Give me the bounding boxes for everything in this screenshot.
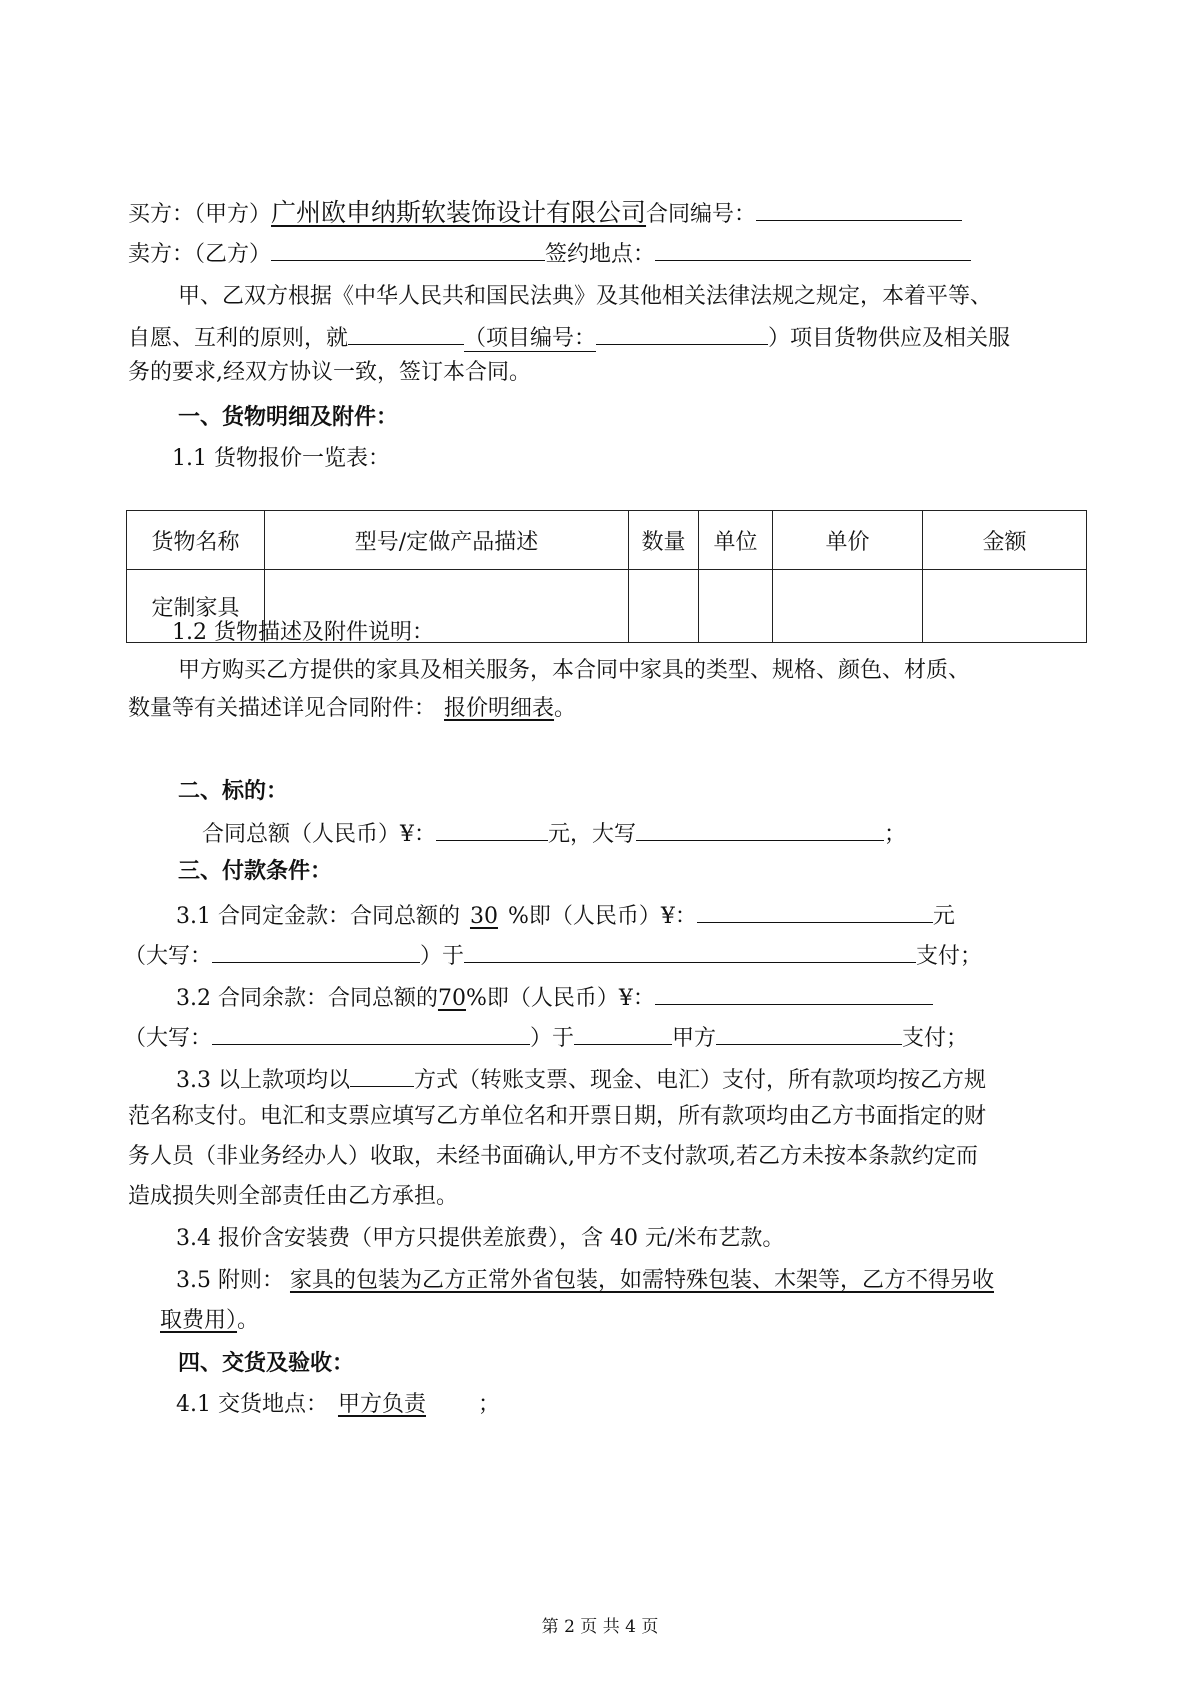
p33-text-b: 方式（转账支票、现金、电汇）支付，所有款项均按乙方规 xyxy=(413,1068,986,1093)
intro-text-2c: ）项目货物供应及相关服 xyxy=(768,326,1011,351)
deposit-amount-blank[interactable] xyxy=(697,898,933,923)
deposit-daxie-blank[interactable] xyxy=(212,938,420,963)
p33-line-4 xyxy=(0,1182,1200,1212)
section3-title xyxy=(0,856,1200,886)
p31-yu: ）于 xyxy=(420,944,465,969)
total-daxie-label: 元，大写 xyxy=(548,822,637,847)
buyer-name: 广州欧申纳斯软装饰设计有限公司 xyxy=(271,198,647,227)
p35-text-a: 3.5 附则： xyxy=(176,1268,284,1293)
col-header-price: 单价 xyxy=(773,511,923,570)
p32-text-b: %即（人民币）¥： xyxy=(465,986,655,1011)
balance-date-blank[interactable] xyxy=(574,1020,672,1045)
balance-daxie-blank[interactable] xyxy=(212,1020,530,1045)
sign-place-label: 签约地点： xyxy=(545,242,656,267)
p32-line xyxy=(0,980,1200,1014)
buyer-line xyxy=(0,196,1200,230)
seller-line xyxy=(0,236,1200,270)
section1-sub1 xyxy=(0,444,1200,474)
p31-daxie-label: （大写： xyxy=(124,944,213,969)
desc-line-1 xyxy=(0,656,1200,686)
intro-line-1 xyxy=(0,282,1200,312)
col-header-name: 货物名称 xyxy=(127,511,265,570)
col-header-desc: 型号/定做产品描述 xyxy=(265,511,629,570)
seller-name-blank[interactable] xyxy=(271,236,545,261)
p34-line xyxy=(0,1224,1200,1254)
contract-no-blank[interactable] xyxy=(756,196,962,221)
cell-name: 定制家具 xyxy=(127,570,265,643)
section1-title-text: 一、货物明细及附件： xyxy=(178,404,399,430)
table-header-row xyxy=(127,511,1087,570)
section4-title-text: 四、交货及验收： xyxy=(178,1350,355,1376)
p31-daxie-line xyxy=(0,938,1200,972)
project-no-blank[interactable] xyxy=(596,320,768,345)
section4-title xyxy=(0,1348,1200,1378)
col-header-unit: 单位 xyxy=(699,511,773,570)
page-footer: 第 2 页 共 4 页 xyxy=(541,1617,659,1637)
balance-amount-blank[interactable] xyxy=(655,980,933,1005)
section2-title-text: 二、标的： xyxy=(178,778,289,804)
quote-detail-link: 报价明细表 xyxy=(444,696,555,721)
p33-line-1 xyxy=(0,1062,1200,1096)
project-name-blank[interactable] xyxy=(348,320,464,345)
p35-line-1 xyxy=(0,1266,1200,1296)
p41-text-a: 4.1 交货地点： xyxy=(176,1392,328,1417)
p33-text-3: 务人员（非业务经办人）收取，未经书面确认,甲方不支付款项,若乙方未按本条款约定而 xyxy=(128,1144,978,1169)
p33-text-2: 范名称支付。电汇和支票应填写乙方单位名和开票日期，所有款项均由乙方书面指定的财 xyxy=(128,1104,987,1129)
intro-line-2 xyxy=(0,320,1200,354)
p35-text-c: 取费用） xyxy=(160,1308,238,1333)
total-label: 合同总额（人民币）¥： xyxy=(202,822,436,847)
intro-line-3 xyxy=(0,358,1200,388)
p31-pay: 支付； xyxy=(916,944,983,969)
p31-text-c: 元 xyxy=(932,904,955,929)
payment-method-blank[interactable] xyxy=(350,1062,414,1087)
section3-title-text: 三、付款条件： xyxy=(178,858,333,884)
p33-text-a: 3.3 以上款项均以 xyxy=(176,1068,350,1093)
total-semicolon: ； xyxy=(884,822,907,847)
p32-daxie-line xyxy=(0,1020,1200,1054)
p31-line xyxy=(0,898,1200,932)
total-daxie-blank[interactable] xyxy=(636,816,884,841)
p35-line-2 xyxy=(0,1306,1200,1336)
p33-line-2 xyxy=(0,1102,1200,1132)
p31-text-a: 3.1 合同定金款：合同总额的 xyxy=(176,904,460,929)
intro-text-3: 务的要求,经双方协议一致，签订本合同。 xyxy=(128,360,531,385)
section1-sub2-text: 1.2 货物描述及附件说明： xyxy=(172,620,434,645)
col-header-amount: 金额 xyxy=(923,511,1087,570)
balance-condition-blank[interactable] xyxy=(716,1020,902,1045)
delivery-place[interactable]: 甲方负责 xyxy=(337,1392,426,1417)
intro-text-2a: 自愿、互利的原则，就 xyxy=(128,326,349,351)
deposit-percent[interactable]: 30 xyxy=(469,904,498,929)
intro-text-2b: （项目编号： xyxy=(464,326,597,351)
sign-place-blank[interactable] xyxy=(655,236,971,261)
buyer-label: 买方：（甲方） xyxy=(128,202,272,227)
intro-text-1: 甲、乙双方根据《中华人民共和国民法典》及其他相关法律法规之规定，本着平等、 xyxy=(178,284,993,309)
total-amount-blank[interactable] xyxy=(436,816,548,841)
deposit-date-blank[interactable] xyxy=(464,938,916,963)
p31-text-b: %即（人民币）¥： xyxy=(507,904,697,929)
desc-text-1: 甲方购买乙方提供的家具及相关服务，本合同中家具的类型、规格、颜色、材质、 xyxy=(178,658,971,683)
p33-text-4: 造成损失则全部责任由乙方承担。 xyxy=(128,1184,459,1209)
p32-pay: 支付； xyxy=(902,1026,969,1051)
desc-line-2 xyxy=(0,694,1200,724)
section1-sub2 xyxy=(0,618,1200,648)
total-line xyxy=(0,816,1200,850)
p32-yu: ）于 xyxy=(530,1026,575,1051)
seller-label: 卖方：（乙方） xyxy=(128,242,272,267)
p41-line xyxy=(0,1390,1200,1420)
section1-sub1-text: 1.1 货物报价一览表： xyxy=(172,446,390,471)
desc-text-2c: 。 xyxy=(554,696,577,721)
contract-no-label: 合同编号： xyxy=(646,202,757,227)
p32-text-a: 3.2 合同余款：合同总额的 xyxy=(176,986,438,1011)
col-header-qty: 数量 xyxy=(629,511,699,570)
p33-line-3 xyxy=(0,1142,1200,1172)
p32-jiafang: 甲方 xyxy=(672,1026,717,1051)
p32-daxie-label: （大写： xyxy=(124,1026,213,1051)
p35-text-d: 。 xyxy=(237,1308,260,1333)
section2-title xyxy=(0,776,1200,806)
p35-text-b: 家具的包装为乙方正常外省包装，如需特殊包装、木架等，乙方不得另收 xyxy=(289,1268,994,1293)
desc-text-2a: 数量等有关描述详见合同附件： xyxy=(128,696,437,721)
p41-text-c: ； xyxy=(477,1392,500,1417)
balance-percent[interactable]: 70 xyxy=(437,986,466,1011)
p34-text: 3.4 报价含安装费（甲方只提供差旅费），含 40 元/米布艺款。 xyxy=(176,1226,785,1251)
section1-title xyxy=(0,402,1200,432)
